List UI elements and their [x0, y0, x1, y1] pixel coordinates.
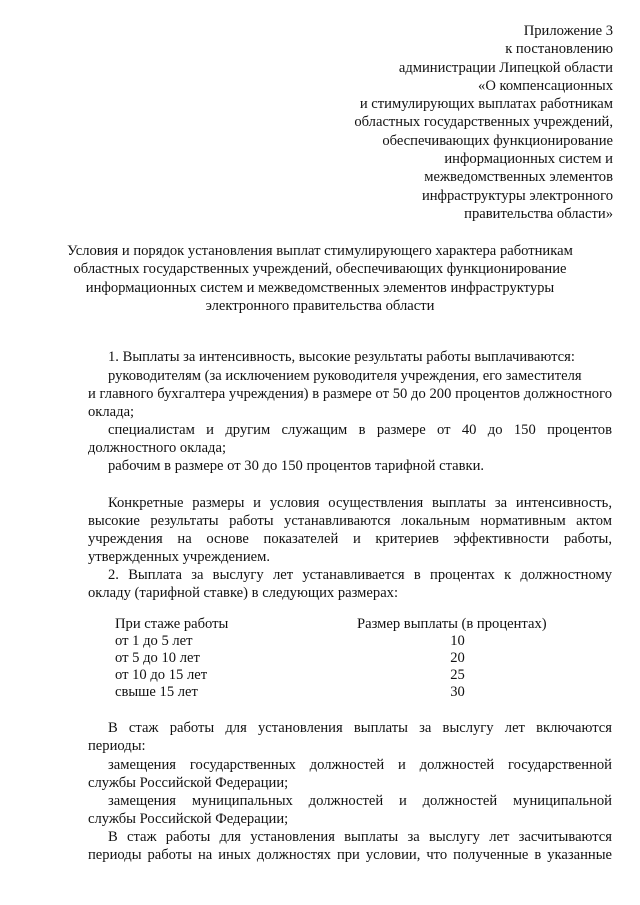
title-line: Условия и порядок установления выплат стимулирующего характера работникам	[67, 243, 573, 259]
specific-text: Конкретные размеры и условия осуществления выплаты за интенсивность,	[108, 495, 612, 511]
title-line: электронного правительства области	[205, 297, 435, 314]
appendix-line: Приложение 3	[523, 23, 613, 39]
specific-text: утвержденных учреждением.	[88, 549, 270, 565]
table-cell-period: свыше 15 лет	[115, 684, 198, 700]
table-row	[115, 650, 575, 668]
workers-text: рабочим в размере от 30 до 150 процентов тарифной ставки.	[108, 458, 485, 474]
municipal-service-text: службы Российской Федерации;	[88, 811, 289, 827]
document-title	[40, 242, 600, 315]
specialists-text: должностного оклада;	[88, 440, 226, 456]
table-cell-value: 20	[450, 650, 465, 666]
table-cell-value: 25	[450, 667, 465, 683]
appendix-line: к постановлению	[505, 41, 613, 58]
gov-service-text: замещения государственных должностей и должностей государственной	[108, 757, 612, 773]
table-cell-period: от 1 до 5 лет	[115, 633, 193, 649]
appendix-line: обеспечивающих функционирование	[382, 132, 613, 149]
appendix-line: межведомственных элементов	[424, 169, 613, 186]
appendix-line: правительства области»	[464, 205, 613, 222]
appendix-header	[354, 22, 613, 223]
section-1-heading: 1. Выплаты за интенсивность, высокие результаты работы выплачиваются:	[108, 349, 575, 365]
managers-text: руководителям (за исключением руководителя учреждения, его заместителя	[108, 368, 582, 384]
table-cell-value: 30	[450, 684, 465, 700]
seniority-includes-text: В стаж работы для установления выплаты за выслугу лет включаются	[108, 720, 612, 736]
section-2-heading: 2. Выплата за выслугу лет устанавливается в процентах к должностному	[108, 567, 612, 583]
appendix-line: областных государственных учреждений,	[354, 114, 613, 131]
title-line: информационных систем и межведомственных элементов инфраструктуры	[85, 279, 555, 296]
specialists-text: специалистам и другим служащим в размере от 40 до 150 процентов	[108, 422, 612, 438]
table-header-period: При стаже работы	[115, 616, 229, 632]
table-row	[115, 633, 575, 651]
appendix-line: администрации Липецкой области	[398, 59, 613, 76]
appendix-line: инфраструктуры электронного	[421, 187, 613, 204]
seniority-counts-text: периоды работы на иных должностях при условии, что полученные в указанные	[88, 847, 612, 863]
gov-service-text: службы Российской Федерации;	[88, 775, 289, 791]
appendix-line: и стимулирующих выплатах работникам	[359, 96, 613, 113]
table-cell-value: 10	[450, 633, 465, 649]
municipal-service-text: замещения муниципальных должностей и должностей муниципальной	[108, 793, 612, 809]
managers-text: и главного бухгалтера учреждения) в размере от 50 до 200 процентов должностного	[88, 386, 612, 402]
table-header-value: Размер выплаты (в процентах)	[357, 616, 547, 632]
table-cell-period: от 10 до 15 лет	[115, 667, 208, 683]
table-row	[115, 667, 575, 685]
specific-text: учреждения на основе показателей и критериев эффективности работы,	[88, 531, 612, 547]
seniority-includes-text: периоды:	[88, 738, 146, 754]
seniority-counts-text: В стаж работы для установления выплаты за выслугу лет засчитываются	[108, 829, 612, 845]
appendix-line: информационных систем и	[444, 151, 613, 168]
specific-text: высокие результаты работы устанавливаются локальным нормативным актом	[88, 513, 612, 529]
title-line: областных государственных учреждений, обеспечивающих функционирование	[73, 261, 567, 278]
table-cell-period: от 5 до 10 лет	[115, 650, 200, 666]
table-row	[115, 684, 575, 702]
managers-text: оклада;	[88, 404, 135, 420]
appendix-line: «О компенсационных	[478, 77, 613, 94]
section-2-heading: окладу (тарифной ставке) в следующих размерах:	[88, 585, 399, 601]
table-header-row	[115, 616, 575, 634]
